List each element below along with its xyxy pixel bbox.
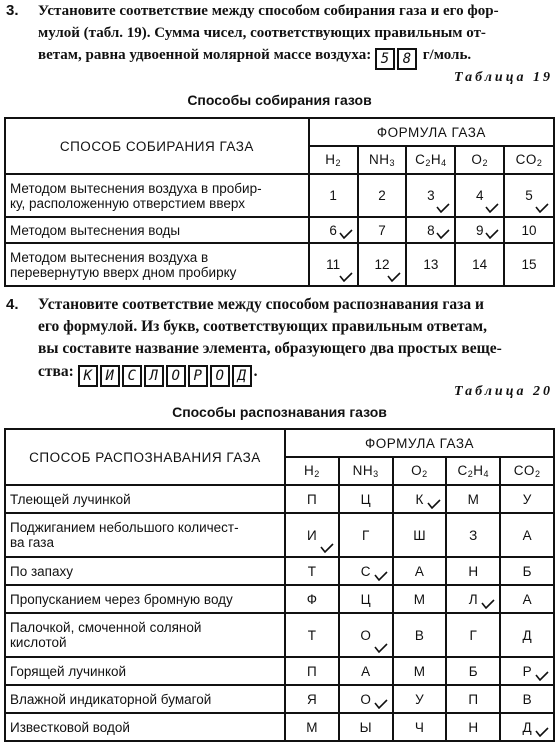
option-value: Д [522,627,532,643]
formula-subscript: 2 [482,158,488,168]
option-value: 7 [378,222,386,238]
answer-option-cell [285,713,339,741]
option-value: А [522,591,532,607]
answer-option-cell [446,557,500,585]
answer-option-cell [309,174,358,217]
method-name-line: кислотой [10,635,67,650]
table-19 [4,117,555,287]
answer-option-cell [446,513,500,557]
checkmark-icon [485,229,499,239]
option-value: Н [468,719,479,735]
option-value: Г [361,527,370,543]
question-3-line-3-text: ветам, равна удвоенной молярной массе воздуха: [38,47,372,63]
answer-option-cell [393,585,447,613]
option-value: Б [468,663,478,679]
checkmark-icon [339,272,353,282]
answer-option-cell [339,685,393,713]
option-value: 13 [423,257,439,272]
option-value: 8 [427,222,435,238]
question-4-period: . [253,363,258,380]
answer-option-cell [339,585,393,613]
method-name-cell [5,513,285,557]
table-row [5,513,554,557]
method-name-line: ку, расположенную отверстием вверх [10,195,245,211]
checkmark-icon [339,229,353,239]
answer-option-cell [455,217,504,243]
formula-subscript: 2 [335,158,342,168]
table-19-method-header: СПОСОБ СОБИРАНИЯ ГАЗА [5,118,309,174]
answer-option-cell [406,243,455,286]
option-value: Ч [414,719,424,735]
answer-option-cell [500,485,554,513]
option-value: Ц [360,591,371,607]
answer-option-cell [309,243,358,286]
method-name-line: Поджиганием небольшого количест- [10,520,239,535]
checkmark-icon [427,499,441,509]
option-value: В [414,627,424,643]
answer-option-cell [504,174,554,217]
formula-base: NH [352,463,374,478]
option-value: 11 [326,257,341,272]
answer-option-cell [339,557,393,585]
formula-subscript: 4 [441,158,447,168]
option-value: О [360,691,371,707]
checkmark-icon [320,543,334,553]
answer-box: 5 [375,48,395,70]
checkmark-icon [485,203,499,213]
formula-subscript: 3 [389,158,395,168]
answer-option-cell [500,513,554,557]
table-row [5,174,554,217]
question-4-line-4 [38,361,258,387]
answer-box: С [122,365,142,387]
answer-box: К [78,365,98,387]
answer-box: И [100,365,120,387]
formula-rest: H [430,152,442,167]
answer-option-cell [339,713,393,741]
formula-column-header [500,457,554,485]
method-name-line: Горящей лучинкой [10,663,127,679]
formula-base: C [457,463,468,478]
checkmark-icon [535,671,549,681]
question-3-line-3 [38,44,471,70]
checkmark-icon [436,229,450,239]
answer-option-cell [393,657,447,685]
option-value: О [360,627,371,643]
question-4-line-3: вы составите название элемента, образующего два простых веще- [38,340,502,357]
option-value: 9 [475,222,484,238]
formula-base: NH [368,152,390,167]
answer-option-cell [446,613,500,657]
answer-box: О [210,365,230,387]
answer-option-cell [504,217,554,243]
answer-option-cell [446,485,500,513]
question-4-line-4-text: ства: [38,363,74,380]
formula-subscript: 4 [483,469,489,479]
formula-base: H [303,463,315,478]
formula-base: CO [515,152,537,167]
formula-column-header [339,457,393,485]
answer-option-cell [500,713,554,741]
formula-column-header [393,457,447,485]
option-value: П [468,691,479,707]
answer-option-cell [285,513,339,557]
answer-option-cell [358,217,407,243]
option-value: У [415,691,424,707]
checkmark-icon [535,203,549,213]
method-name-cell [5,485,285,513]
answer-option-cell [500,613,554,657]
checkmark-icon [374,643,388,653]
answer-option-cell [285,485,339,513]
method-name-line: Палочкой, смоченной соляной [10,620,202,635]
answer-box: Д [232,365,252,387]
option-value: У [522,491,532,507]
method-name-cell [5,174,309,217]
option-value: Ш [413,527,426,543]
table-row [5,685,554,713]
checkmark-icon [387,272,401,282]
question-number-3: 3. [6,2,19,19]
option-value: Н [468,563,479,579]
answer-option-cell [455,243,504,286]
formula-base: C [415,152,426,167]
question-3-line-2: мулой (табл. 19). Сумма чисел, соответствующих правильным от- [38,25,486,41]
question-4-line-1: Установите соответствие между способом распознавания газа и [38,296,484,313]
table-row [5,217,554,243]
method-name-line: Методом вытеснения воздуха в [10,249,209,265]
checkmark-icon [374,699,388,709]
checkmark-icon [481,599,495,609]
option-value: 14 [472,257,488,272]
answer-option-cell [393,557,447,585]
option-value: Ы [359,719,372,735]
answer-option-cell [406,174,455,217]
answer-box: Л [144,365,164,387]
answer-option-cell [446,713,500,741]
option-value: 5 [525,188,533,203]
method-name-line: Методом вытеснения воздуха в пробир- [10,180,262,196]
option-value: П [306,663,317,679]
method-name-line: перевернутую вверх дном пробирку [10,264,237,280]
formula-rest: H [473,463,484,478]
answer-option-cell [393,685,447,713]
option-value: В [522,691,532,707]
answer-option-cell [339,485,393,513]
formula-column-header [446,457,500,485]
answer-option-cell [500,685,554,713]
formula-subscript: 3 [373,469,379,479]
answer-option-cell [406,217,455,243]
formula-column-header [406,146,455,174]
option-value: 3 [427,188,435,203]
method-name-line: ва газа [10,535,54,550]
formula-base: O [471,152,483,167]
method-name-line: Методом вытеснения воды [10,222,181,238]
formula-column-header [455,146,504,174]
answer-option-cell [500,657,554,685]
table-20-method-header: СПОСОБ РАСПОЗНАВАНИЯ ГАЗА [5,429,285,485]
table-row [5,485,554,513]
option-value: М [413,663,426,679]
method-name-line: Влажной индикаторной бумагой [10,691,212,707]
answer-option-cell [358,174,407,217]
answer-option-cell [446,585,500,613]
answer-option-cell [285,557,339,585]
option-value: 12 [374,257,390,272]
answer-option-cell [309,217,358,243]
formula-base: CO [513,463,535,478]
option-value: 4 [475,188,484,203]
formula-base: H [325,152,336,167]
table-19-formula-header: ФОРМУЛА ГАЗА [309,118,554,146]
option-value: Л [468,591,478,607]
method-name-line: Известковой водой [10,719,130,735]
formula-subscript: 2 [534,469,541,479]
question-number-4: 4. [6,296,19,313]
option-value: Г [469,627,477,643]
checkmark-icon [374,571,388,581]
option-value: Д [522,719,532,735]
option-value: Я [306,691,317,707]
option-value: 10 [521,222,537,238]
method-name-cell [5,557,285,585]
option-value: К [415,491,424,507]
answer-option-cell [455,174,504,217]
answer-box: О [166,365,186,387]
table-row [5,713,554,741]
question-3-unit: г/моль. [422,47,472,63]
answer-option-cell [500,557,554,585]
answer-boxes-3 [375,47,419,67]
option-value: П [306,491,317,507]
answer-option-cell [285,657,339,685]
method-name-cell [5,713,285,741]
table-19-label: Таблица 19 [454,70,553,85]
option-value: Б [522,563,532,579]
table-row [5,557,554,585]
method-name-line: Пропусканием через бромную воду [10,591,233,607]
formula-column-header [309,146,358,174]
answer-option-cell [393,613,447,657]
option-value: М [467,491,479,507]
method-name-cell [5,217,309,243]
answer-option-cell [339,657,393,685]
option-value: 6 [329,222,337,238]
method-name-cell [5,657,285,685]
answer-option-cell [358,243,407,286]
method-name-cell [5,685,285,713]
answer-option-cell [285,685,339,713]
formula-subscript: 2 [425,158,431,168]
method-name-cell [5,613,285,657]
table-row [5,657,554,685]
answer-option-cell [285,585,339,613]
answer-box: 8 [397,48,417,70]
option-value: С [360,563,371,579]
method-name-line: Тлеющей лучинкой [10,491,131,507]
table-20-formula-header: ФОРМУЛА ГАЗА [285,429,554,457]
method-name-line: По запаху [10,563,73,579]
option-value: 15 [521,257,537,272]
option-value: А [361,663,371,679]
table-20-label: Таблица 20 [454,384,553,399]
formula-base: O [411,463,423,478]
method-name-cell [5,243,309,286]
table-row [5,613,554,657]
option-value: З [469,527,478,543]
answer-option-cell [504,243,554,286]
option-value: М [413,591,426,607]
checkmark-icon [436,203,450,213]
option-value: И [306,527,317,543]
answer-option-cell [393,513,447,557]
option-value: Т [307,563,316,579]
table-20-title: Способы распознавания газов [172,404,387,420]
table-19-title: Способы собирания газов [187,92,372,108]
answer-option-cell [446,685,500,713]
table-row [5,243,554,286]
formula-column-header [358,146,407,174]
formula-subscript: 2 [536,158,543,168]
answer-option-cell [285,613,339,657]
answer-option-cell [393,713,447,741]
formula-column-header [285,457,339,485]
option-value: 2 [378,188,386,203]
answer-option-cell [446,657,500,685]
question-4-line-2: его формулой. Из букв, соответствующих правильным ответам, [38,318,487,335]
option-value: М [306,719,318,735]
formula-subscript: 2 [467,469,474,479]
option-value: Ц [360,491,371,507]
option-value: Р [522,663,532,679]
option-value: А [522,527,532,543]
formula-subscript: 2 [314,469,320,479]
option-value: А [414,563,424,579]
answer-option-cell [393,485,447,513]
checkmark-icon [535,727,549,737]
table-row [5,585,554,613]
answer-box: Р [188,365,208,387]
answer-option-cell [500,585,554,613]
method-name-cell [5,585,285,613]
formula-column-header [504,146,554,174]
answer-option-cell [339,613,393,657]
question-3-line-1: Установите соответствие между способом собирания газа и его фор- [38,3,499,19]
option-value: 1 [329,188,337,203]
option-value: Ф [306,591,317,607]
answer-option-cell [339,513,393,557]
answer-boxes-4 [78,363,254,384]
option-value: Т [307,627,316,643]
table-20 [4,428,555,742]
formula-subscript: 2 [422,469,428,479]
